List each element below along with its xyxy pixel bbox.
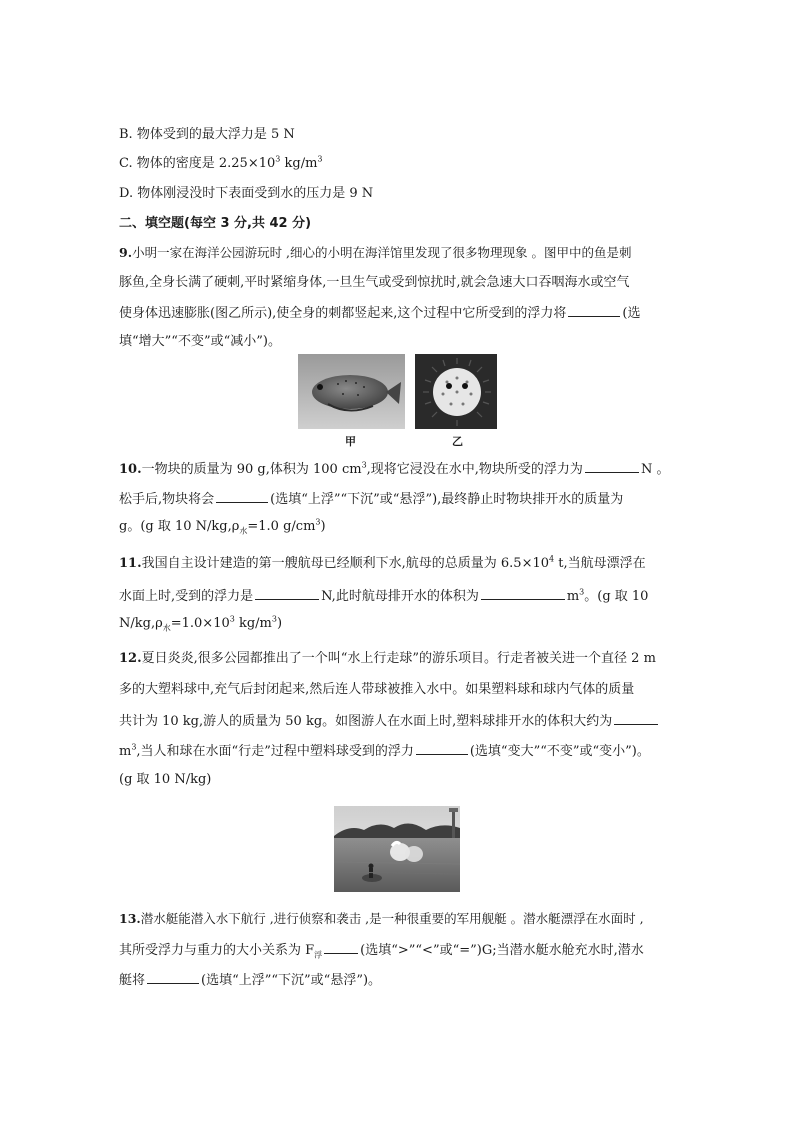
q11-line-2: 水面上时,受到的浮力是 N,此时航母排开水的体积为 $m^3$。(g 取 10 [119, 587, 649, 604]
answer-blank[interactable] [568, 303, 620, 317]
pufferfish-inflated-image [415, 354, 497, 429]
q12-line-1: 12.夏日炎炎,很多公园都推出了一个叫“水上行走球”的游乐项目。行走者被关进一个直径 2 m [119, 651, 656, 666]
q9-line-3: 使身体迅速膨胀(图乙所示),使全身的刺都竖起来,这个过程中它所受到的浮力将 (选 [119, 303, 641, 323]
q13-line-1: 13.潜水艇能潜入水下航行 ,进行侦察和袭击 ,是一种很重要的军用舰艇 。潜水艇漂浮在水面时 , [119, 911, 644, 926]
option-d: D. 物体刚浸没时下表面受到水的压力是 9 N [119, 186, 374, 201]
q11-line-1: 11.我国自主设计建造的第一艘航母已经顺利下水,航母的总质量为 $6.5\times 10^4$ t,当航母漂浮在 [119, 554, 646, 571]
answer-blank[interactable] [324, 940, 358, 954]
caption-yi: 乙 [452, 435, 463, 448]
answer-blank[interactable] [481, 586, 565, 600]
option-c: C. 物体的密度是 $2.25\times 10^3$ $kg/m^3$ [119, 154, 323, 171]
q11-line-3: $N/kg,\rho_水=1.0\times 10^3$ $kg/m^3$) [119, 614, 283, 633]
section-heading: 二、填空题(每空 3 分,共 42 分) [119, 216, 312, 231]
caption-jia: 甲 [345, 435, 356, 448]
water-walking-ball-image [334, 806, 460, 892]
q9-line-4: 填“增大”“不变”或“减小”)。 [119, 334, 281, 349]
q12-line-2: 多的大塑料球中,充气后封闭起来,然后连人带球被推入水中。如果塑料球和球内气体的质量 [119, 682, 635, 697]
answer-blank[interactable] [216, 489, 268, 503]
option-b: B. 物体受到的最大浮力是 5 N [119, 127, 295, 142]
q13-line-2: 其所受浮力与重力的大小关系为 $F_浮$ (选填“>”“<”或“=”)G;当潜水艇水舱充水时,潜水 [119, 940, 644, 960]
answer-blank[interactable] [585, 459, 639, 473]
q10-line-1: 10.一物块的质量为 90 g,体积为 100 $cm^3$,现将它浸没在水中,物块所受的浮力为 N 。 [119, 460, 670, 477]
q12-line-5: (g 取 10 N/kg) [119, 772, 212, 787]
answer-blank[interactable] [147, 970, 199, 984]
answer-blank[interactable] [416, 741, 468, 755]
q12-line-4: $m^3$,当人和球在水面“行走”过程中塑料球受到的浮力 (选填“变大”“不变”或“变小”)。 [119, 742, 650, 759]
answer-blank[interactable] [255, 586, 319, 600]
q12-line-3: 共计为 10 kg,游人的质量为 50 kg。如图游人在水面上时,塑料球排开水的体积大约为 [119, 711, 660, 731]
q9-line-2: 豚鱼,全身长满了硬刺,平时紧缩身体,一旦生气或受到惊扰时,就会急速大口吞咽海水或空气 [119, 275, 630, 290]
q10-line-3: g。(g 取 10 $N/kg,\rho_水=1.0$ $g/cm^3$) [119, 517, 326, 536]
q10-line-2: 松手后,物块将会 (选填“上浮”“下沉”或“悬浮”),最终静止时物块排开水的质量为 [119, 489, 623, 509]
q9-line-1: 9.小明一家在海洋公园游玩时 ,细心的小明在海洋馆里发现了很多物理现象 。图甲中的鱼是刺 [119, 245, 632, 260]
pufferfish-deflated-image [298, 354, 405, 429]
q13-line-3: 艇将 (选填“上浮”“下沉”或“悬浮”)。 [119, 970, 381, 990]
answer-blank[interactable] [614, 711, 658, 725]
